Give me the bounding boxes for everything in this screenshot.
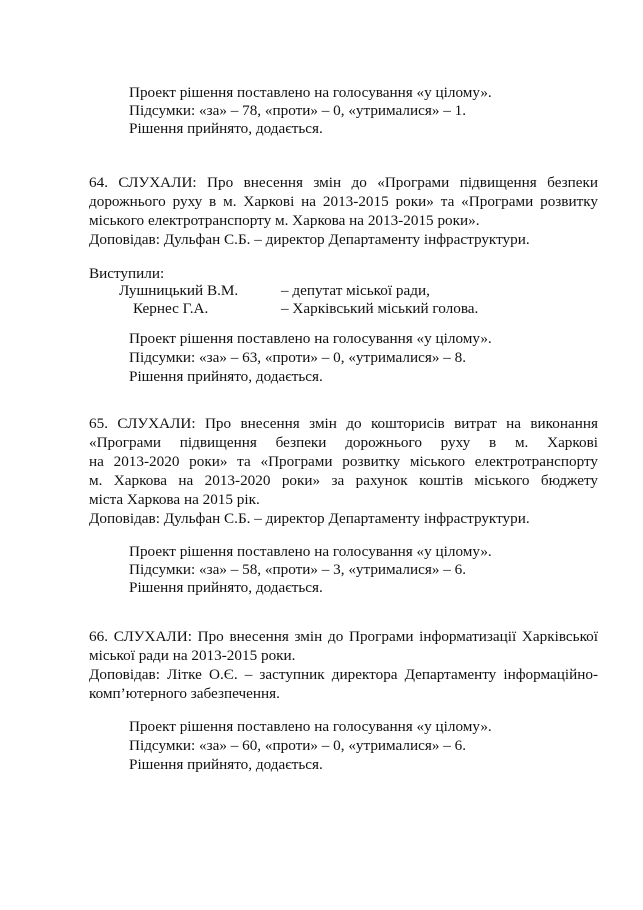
vote-decision: Рішення прийнято, додається. [129, 120, 323, 137]
vote-results: Підсумки: «за» – 63, «проти» – 0, «утрималися» – 8. [129, 349, 467, 366]
item-66-reporter-line-1: Доповідав: Літке О.Є. – заступник директора Департаменту інформаційно- [89, 666, 598, 683]
item-65-line-1: 65. СЛУХАЛИ: Про внесення змін до кошторисів витрат на виконання [89, 415, 598, 432]
vote-proposal: Проект рішення поставлено на голосування «у цілому». [129, 718, 492, 735]
vote-results: Підсумки: «за» – 60, «проти» – 0, «утрималися» – 6. [129, 737, 467, 754]
speaker-name: Лушницький В.М. [119, 282, 239, 299]
vote-results: Підсумки: «за» – 58, «проти» – 3, «утрималися» – 6. [129, 561, 467, 578]
vote-decision: Рішення прийнято, додається. [129, 756, 323, 773]
item-66-line-1: 66. СЛУХАЛИ: Про внесення змін до Програми інформатизації Харківської [89, 628, 598, 645]
item-66-line-2: міської ради на 2013-2015 роки. [89, 647, 296, 664]
vote-decision: Рішення прийнято, додається. [129, 579, 323, 596]
item-66-reporter-line-2: комп’ютерного забезпечення. [89, 685, 280, 702]
item-64-line-2: дорожнього руху в м. Харкові на 2013-2015 роки» та «Програми розвитку [89, 193, 598, 210]
speaker-name: Кернес Г.А. [133, 300, 209, 317]
item-64-line-3: міського електротранспорту м. Харкова на 2013-2015 роки». [89, 212, 480, 229]
speaker-role: – Харківський міський голова. [281, 300, 479, 317]
item-64-line-1: 64. СЛУХАЛИ: Про внесення змін до «Програми підвищення безпеки [89, 174, 598, 191]
item-65-line-2: «Програми підвищення безпеки дорожнього руху в м. Харкові [89, 434, 598, 451]
vote-proposal: Проект рішення поставлено на голосування «у цілому». [129, 330, 492, 347]
item-65-line-5: міста Харкова на 2015 рік. [89, 491, 260, 508]
speakers-heading: Виступили: [89, 265, 165, 282]
vote-decision: Рішення прийнято, додається. [129, 368, 323, 385]
vote-results: Підсумки: «за» – 78, «проти» – 0, «утрималися» – 1. [129, 102, 467, 119]
item-64-reporter: Доповідав: Дульфан С.Б. – директор Департаменту інфраструктури. [89, 231, 530, 248]
speaker-role: – депутат міської ради, [281, 282, 430, 299]
item-65-reporter: Доповідав: Дульфан С.Б. – директор Департаменту інфраструктури. [89, 510, 530, 527]
vote-proposal: Проект рішення поставлено на голосування «у цілому». [129, 84, 492, 101]
item-65-line-4: м. Харкова на 2013-2020 роки» за рахунок коштів міського бюджету [89, 472, 598, 489]
item-65-line-3: на 2013-2020 роки» та «Програми розвитку міського електротранспорту [89, 453, 598, 470]
vote-proposal: Проект рішення поставлено на голосування «у цілому». [129, 543, 492, 560]
